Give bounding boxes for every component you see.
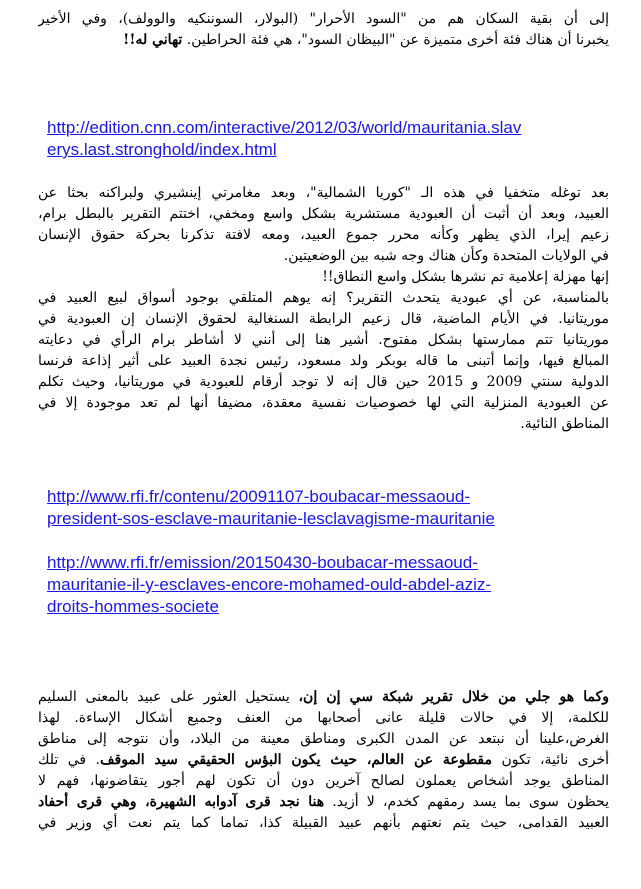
paragraph-line: إلى أن بقية السكان هم من "السود الأحرار" (البولار، السوننكيه والوولف)، وفي الأخير	[38, 11, 609, 27]
text-span: أخرى نائية، تكون	[492, 752, 609, 768]
link-rfi-contenu[interactable]	[47, 486, 617, 530]
paragraph-line: العبيد، وبعد أن أثبت أن العبودية مستشرية بشكل واسع ومخفي، اختتم التقرير بالبطل برام،	[38, 206, 609, 222]
paragraph-line: عن العبودية المنزلية التي لها خصوصيات نفسية معقدة، مضيفا أنها لم تعد موجودة إلا في	[38, 395, 609, 411]
link-line[interactable]: http://www.rfi.fr/emission/20150430-boubacar-messaoud-	[47, 553, 478, 572]
paragraph-line: بالمناسبة، عن أي عبودية يتحدث التقرير؟ إنه يوهم المتلقي بوجود أسواق لبيع العبيد في	[38, 290, 609, 306]
link-line[interactable]: president-sos-esclave-mauritanie-lesclavagisme-mauritanie	[47, 509, 495, 528]
link-line[interactable]: mauritanie-il-y-esclaves-encore-mohamed-ould-abdel-aziz-	[47, 575, 492, 594]
bold-text-span: هنا نجد قرى آدوابه الشهيرة، وهي قرى أحفاد	[38, 794, 325, 810]
bold-text-span: تهاني له!!	[123, 32, 183, 48]
paragraph-line: العبيد القدامى، حيث يتم نعتهم بأنهم عبيد القبيلة كذا، تماما كما يتم نعت أي وزير في	[38, 815, 609, 831]
link-rfi-emission[interactable]	[47, 552, 617, 618]
paragraph-line: المناطق يوجد أشخاص يعملون لصالح آخرين دون أن تكون لهم أجور يتقاضونها، فهم لا	[38, 773, 609, 789]
link-line[interactable]: erys.last.stronghold/index.html	[47, 140, 277, 159]
text-span: . في تلك	[38, 752, 101, 768]
paragraph-line	[38, 792, 609, 813]
link-line[interactable]: http://www.rfi.fr/contenu/20091107-boubacar-messaoud-	[47, 487, 471, 506]
text-span: يستحيل العثور على عبيد بالمعنى السليم	[38, 689, 299, 705]
paragraph-line: الدولية سنتي 2009 و 2015 حين قال إنه لا توجد أرقام للعبودية في موريتانيا، وحيث تكلم	[38, 374, 609, 390]
paragraph-cnn-analysis	[38, 687, 609, 834]
paragraph-line	[38, 750, 609, 771]
paragraph-line	[38, 30, 609, 51]
paragraph-line: المناطق النائية.	[520, 416, 609, 432]
paragraph-line: موريتانيا تتم ممارستها بشكل مفتوح. أشير هنا إلى أنني لا أشاطر برام الرأي في دعايته	[38, 332, 609, 348]
paragraph-line: للكلمة، إلا في حالات قليلة عانى أصحابها من العنف وجميع أشكال الإساءة. لهذا	[38, 710, 609, 726]
text-span: يخبرنا أن هناك فئة أخرى متميزة عن "البيظان السود"، هي فئة الحراطين.	[182, 32, 609, 48]
paragraph-line: موريتانيا. في الأيام الماضية، قال زعيم الرابطة السنغالية لحقوق الإنسان إن العبودية في	[38, 311, 609, 327]
bold-text-span: مقطوعة عن العالم، حيث يكون البؤس الحقيقي سيد الموقف	[100, 752, 493, 768]
paragraph-line: المبالغ فيها، وإنما أتبنى ما قاله بوبكر ولد مسعود، رئيس نجدة العبيد على أثير إذاعة فرنسا	[38, 353, 609, 369]
paragraph-report-summary	[38, 183, 609, 288]
paragraph-line: الغرض،علينا أن نبتعد عن المدن الكبرى ومناطق معينة من البلاد، وأن نتوجه إلى مناطق	[38, 731, 609, 747]
bold-text-span: وكما هو جلي من خلال تقرير شبكة سي إن إن،	[298, 689, 609, 705]
text-span: يحظون سوى بما يسد رمقهم كخدم، لا أزيد.	[324, 794, 609, 810]
paragraph-slavery-discussion	[38, 288, 609, 435]
paragraph-line: زعيم إيرا، الذي يظهر وكأنه محرر جموع العبيد، ومعه لافتة تذكرنا بحركة حقوق الإنسان	[38, 227, 609, 243]
paragraph-intro	[38, 9, 609, 51]
paragraph-line: بعد توغله متخفيا في هذه الـ "كوريا الشمالية"، وبعد مغامرتي إينشيري ولبراكنه بحثا عن	[38, 185, 609, 201]
link-cnn-report[interactable]	[47, 117, 617, 161]
paragraph-line	[38, 687, 609, 708]
paragraph-line: إنها مهزلة إعلامية تم نشرها بشكل واسع النطاق!!	[322, 269, 609, 285]
paragraph-line: في الولايات المتحدة وكأن هناك وجه شبه بين الوضعيتين.	[283, 248, 609, 264]
link-line[interactable]: droits-hommes-societe	[47, 597, 219, 616]
link-line[interactable]: http://edition.cnn.com/interactive/2012/03/world/mauritania.slav	[47, 118, 522, 137]
